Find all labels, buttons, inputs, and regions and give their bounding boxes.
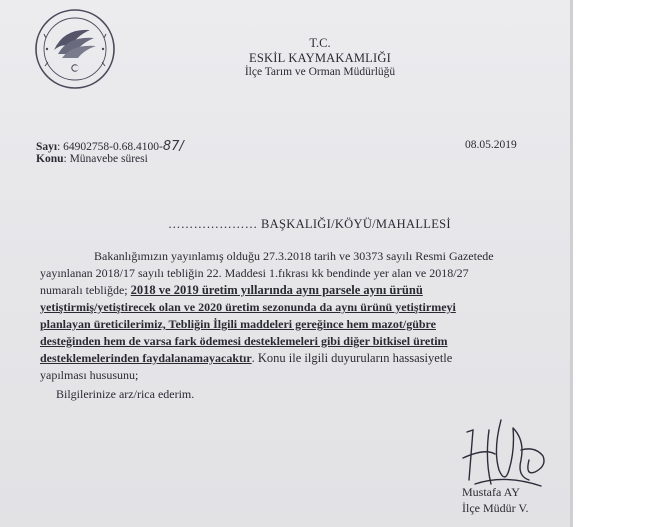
konu-label: Konu: [36, 153, 64, 165]
header-tc: T.C.: [309, 36, 331, 50]
header-district-governorship: ESKİL KAYMAKAMLIĞI: [249, 51, 391, 65]
konu-value: : Münavebe süresi: [63, 153, 148, 165]
body-line-3-emphasis: 2018 ve 2019 üretim yıllarında aynı parsele aynı ürünü: [130, 283, 423, 297]
sayi-value: : 64902758-0.68.4100-: [57, 141, 163, 153]
body-line-3: [40, 283, 423, 298]
body-line-7: [40, 351, 452, 366]
handwritten-number: 87/: [162, 139, 184, 154]
body-line-2: yayınlanan 2018/17 sayılı tebliğin 22. Maddesi 1.fıkrası kk bendinde yer alan ve 2018/27: [40, 266, 469, 280]
body-line-7-emphasis: desteklemelerinden faydalanamayacaktır: [40, 351, 252, 365]
body-line-5: planlayan üreticilerimiz, Tebliğin İlgili maddeleri gereğince hem mazot/gübre: [40, 317, 436, 331]
body-line-3-plain: numaralı tebliğde;: [40, 283, 128, 297]
addressee: ………………… BAŞKALIĞI/KÖYÜ/MAHALLESİ: [168, 217, 451, 231]
handwritten-signature: [455, 410, 555, 492]
body-line-1: Bakanlığımızın yayınlamış olduğu 27.3.2018 tarih ve 30373 sayılı Resmi Gazetede: [94, 249, 494, 263]
body-line-4: yetiştirmiş/yetiştirecek olan ve 2020 üretim sezonunda da aynı ürünü yetiştirmeyi: [40, 300, 456, 314]
body-line-6: desteğinden hem de varsa fark ödemesi desteklemeleri gibi diğer bitkisel üretim: [40, 334, 448, 348]
ministry-seal-logo: [34, 8, 116, 90]
document-date: 08.05.2019: [465, 139, 517, 151]
subject-line: [36, 153, 148, 165]
signatory-name: Mustafa AY: [462, 485, 520, 499]
body-line-7-plain: . Konu ile ilgili duyuruların hassasiyetle: [251, 351, 453, 365]
reference-number-line: [36, 139, 184, 154]
header-directorate: İlçe Tarım ve Orman Müdürlüğü: [244, 66, 396, 78]
body-line-8: yapılması hususunu;: [40, 368, 139, 382]
signatory-title: İlçe Müdür V.: [462, 501, 529, 515]
closing-line: Bilgilerinize arz/rica ederim.: [56, 387, 195, 401]
sayi-label: Sayı: [36, 141, 58, 153]
